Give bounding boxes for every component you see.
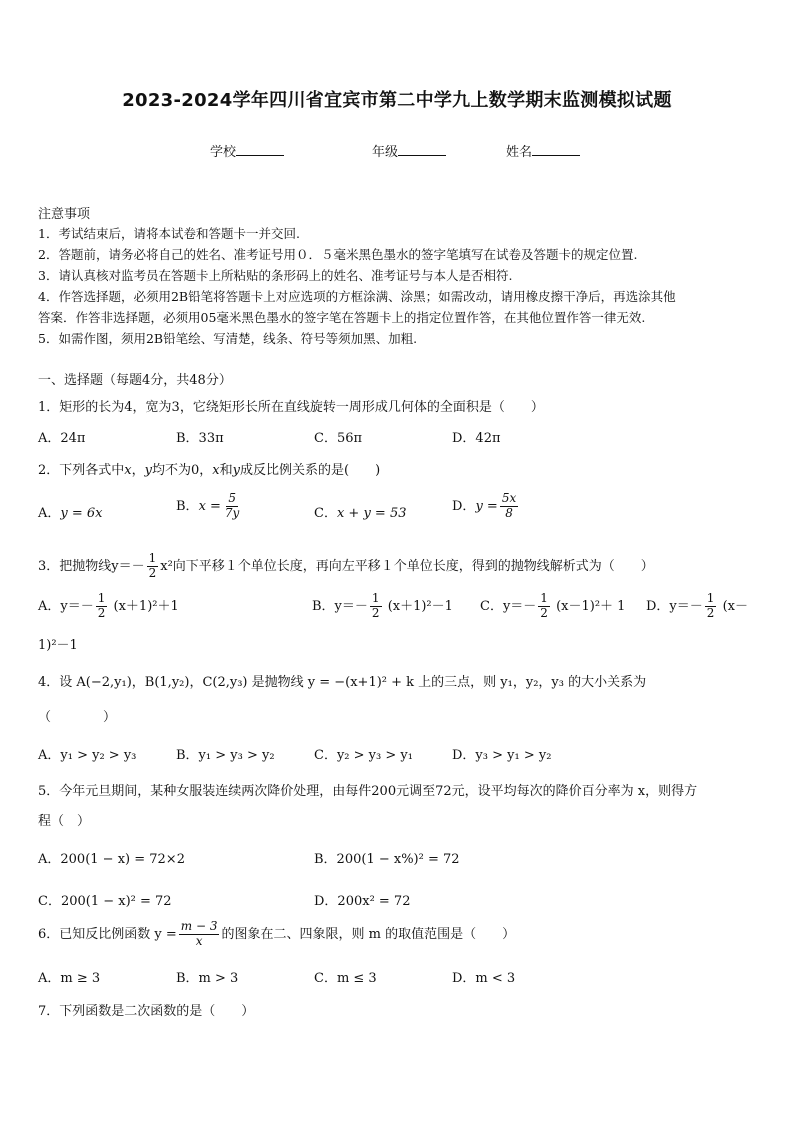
q2-c-expr: x + y = 53	[336, 506, 407, 521]
q5-option-b: B．200(1 − x%)² = 72	[314, 852, 460, 867]
q6-stem-post: 的图象在二、四象限，则 m 的取值范围是（ ）	[221, 926, 516, 942]
q3-a-fraction	[96, 592, 108, 621]
q4-option-b: B．y₁ > y₃ > y₂	[176, 748, 275, 763]
q2-a-expr: y = 6x	[60, 506, 103, 521]
note-item: 4．作答选择题，必须用2B铅笔将答题卡上对应选项的方框涂满、涂黑；如需改动，请用橡皮擦干净后，再选涂其他	[38, 289, 676, 304]
q6-num: m − 3	[180, 919, 218, 933]
q3-d-den: 2	[706, 605, 715, 620]
q3-c-num: 1	[540, 591, 548, 605]
question-4-stem: 4．设 A(−2,y₁)，B(1,y₂)，C(2,y₃) 是抛物线 y = −(x+1)² + k 上的三点，则 y₁，y₂，y₃ 的大小关系为	[38, 675, 647, 690]
q2-option-c	[314, 502, 407, 521]
q3-a-den: 2	[97, 605, 106, 620]
q3-a-num: 1	[97, 591, 106, 605]
q3-c-pre: C．y＝－	[480, 598, 537, 614]
school-label: 学校	[210, 145, 237, 160]
grade-field	[372, 141, 446, 160]
question-2-stem	[38, 459, 380, 478]
q2-stem-post: 成反比例关系的是( )	[240, 463, 381, 478]
q6-option-c: C．m ≤ 3	[314, 971, 377, 986]
school-field	[210, 141, 284, 160]
q2-b-lhs: x =	[198, 498, 221, 514]
q2-var-y: y	[144, 463, 152, 478]
q1-option-c: C．56π	[314, 431, 363, 446]
q2-stem-and: 和	[219, 463, 233, 478]
q3-fraction	[147, 552, 159, 581]
note-item: 2．答题前，请务必将自己的姓名、准考证号用０．５毫米黑色墨水的签字笔填写在试卷及答题卡的规定位置.	[38, 247, 638, 262]
q4-option-d: D．y₃ > y₁ > y₂	[452, 748, 552, 763]
q2-d-label: D．	[452, 498, 476, 514]
q1-option-a: A．24π	[38, 431, 86, 446]
q3-stem-post: x²向下平移１个单位长度，再向左平移１个单位长度，得到的抛物线解析式为（ ）	[160, 558, 654, 574]
q4-option-a: A．y₁ > y₂ > y₃	[38, 748, 137, 763]
q2-d-fraction	[500, 492, 518, 521]
q5-option-c: C．200(1 − x)² = 72	[38, 894, 172, 909]
question-5-stem-line2: 程（ ）	[38, 814, 91, 829]
q3-c-post: (x－1)²＋ 1	[556, 598, 626, 614]
name-blank	[532, 143, 580, 156]
q3-den: 2	[148, 565, 157, 580]
q2-b-label: B．	[176, 498, 199, 514]
question-3-stem	[38, 552, 654, 581]
exam-title: 2023-2024学年四川省宜宾市第二中学九上数学期末监测模拟试题	[122, 90, 672, 111]
q1-option-b: B．33π	[176, 431, 224, 446]
question-1-stem: 1．矩形的长为4，宽为3，它绕矩形长所在直线旋转一周形成几何体的全面积是（ ）	[38, 400, 544, 415]
q3-option-c	[480, 592, 625, 621]
q3-option-a	[38, 592, 179, 621]
q3-b-fraction	[370, 592, 382, 621]
question-5-stem-line1: 5．今年元旦期间，某种女服装连续两次降价处理，由每件200元调至72元，设平均每次的降价百分率为 x，则得方	[38, 784, 698, 799]
note-item: 1．考试结束后，请将本试卷和答题卡一并交回.	[38, 226, 300, 241]
school-blank	[236, 143, 284, 156]
q3-c-fraction	[538, 592, 550, 621]
name-label: 姓名	[506, 145, 533, 160]
q2-stem-mid: 均不为0，	[152, 463, 213, 478]
note-item: 5．如需作图，须用2B铅笔绘、写清楚，线条、符号等须加黑、加粗.	[38, 331, 418, 346]
q5-option-a: A．200(1 − x) = 72×2	[38, 852, 185, 867]
q2-option-d	[452, 492, 520, 521]
q2-stem-sep: ，	[131, 463, 145, 478]
q2-d-lhs: y =	[475, 498, 498, 514]
q4-answer-paren: （ ）	[38, 710, 117, 725]
q3-d-pre: D．y＝－	[646, 598, 703, 614]
q6-fraction	[179, 920, 220, 949]
q3-option-b	[312, 592, 453, 621]
q3-a-pre: A．y＝－	[38, 598, 94, 614]
q3-a-post: (x＋1)²＋1	[113, 598, 179, 614]
q3-d-num: 1	[706, 591, 715, 605]
note-item: 3．请认真核对监考员在答题卡上所粘贴的条形码上的姓名、准考证号与本人是否相符.	[38, 268, 513, 283]
q2-b-num: 5	[228, 491, 236, 505]
q5-option-d: D．200x² = 72	[314, 894, 411, 909]
q2-b-den: 7y	[224, 505, 240, 520]
q3-b-num: 1	[371, 591, 380, 605]
q3-b-post: (x＋1)²－1	[387, 598, 453, 614]
q2-stem-pre: 2．下列各式中	[38, 463, 125, 478]
q2-d-num: 5x	[501, 491, 517, 505]
q2-a-label: A．	[38, 506, 61, 521]
q3-d-post: (x－	[722, 598, 748, 614]
notes-heading: 注意事项	[38, 207, 91, 222]
section-heading: 一、选择题（每题4分，共48分）	[38, 373, 232, 388]
q6-option-a: A．m ≥ 3	[38, 971, 101, 986]
q3-option-d	[646, 592, 748, 621]
q4-option-c: C．y₂ > y₃ > y₁	[314, 748, 413, 763]
q1-option-d: D．42π	[452, 431, 501, 446]
q6-option-b: B．m > 3	[176, 971, 239, 986]
q3-num: 1	[148, 551, 157, 565]
q2-option-a	[38, 502, 103, 521]
q2-var-x: x	[124, 463, 132, 478]
q3-b-pre: B．y＝－	[312, 598, 368, 614]
grade-blank	[398, 143, 446, 156]
q2-d-den: 8	[505, 505, 513, 520]
q3-option-d-wrap: 1)²－1	[38, 638, 78, 653]
note-item: 答案．作答非选择题，必须用05毫米黑色墨水的签字笔在答题卡上的指定位置作答，在其他位置作答一律无效.	[38, 310, 646, 325]
q2-var-y2: y	[232, 463, 240, 478]
q6-den: x	[195, 933, 203, 948]
question-7-stem: 7．下列函数是二次函数的是（ ）	[38, 1004, 255, 1019]
q3-b-den: 2	[371, 605, 380, 620]
q2-var-x2: x	[212, 463, 220, 478]
q6-option-d: D．m < 3	[452, 971, 516, 986]
q3-stem-pre: 3．把抛物线y＝－	[38, 558, 145, 574]
name-field	[506, 141, 580, 160]
q2-b-fraction	[223, 492, 241, 521]
q3-d-fraction	[705, 592, 717, 621]
q6-stem-pre: 6．已知反比例函数 y =	[38, 926, 177, 942]
q3-c-den: 2	[540, 605, 548, 620]
grade-label: 年级	[372, 145, 399, 160]
question-6-stem	[38, 920, 515, 949]
q2-option-b	[176, 492, 243, 521]
q2-c-label: C．	[314, 506, 337, 521]
